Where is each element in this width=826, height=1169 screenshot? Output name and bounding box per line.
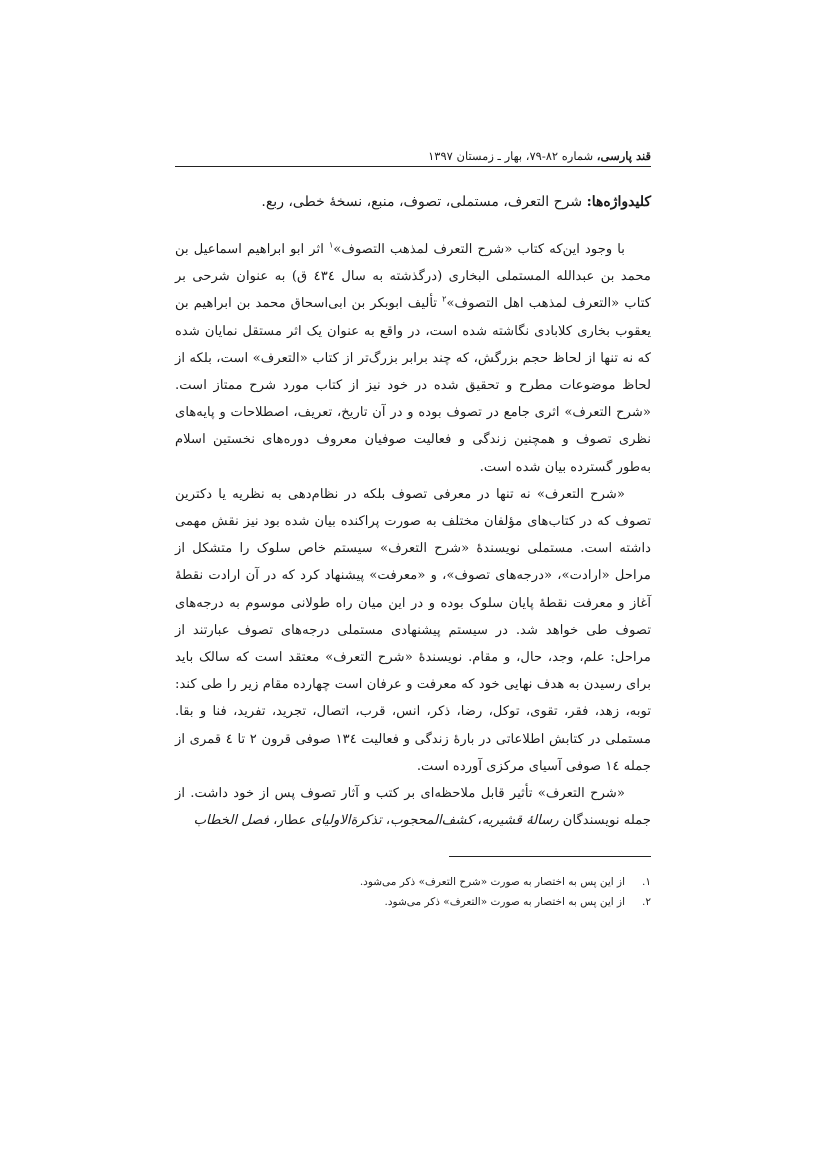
footnote-ref-1: ۱ bbox=[328, 240, 334, 250]
issue-info: شماره ۸۲-۷۹، بهار ـ زمستان ۱۳۹۷ bbox=[428, 149, 597, 163]
header-rule bbox=[175, 166, 651, 167]
footnote-number: ۱. bbox=[642, 876, 651, 888]
book-title-qushayriyya: رسالهٔ قشیریه bbox=[481, 813, 559, 829]
paragraph-3-mid: عطار، bbox=[268, 813, 311, 829]
footnote-rule bbox=[449, 856, 651, 857]
footnote-text: از این پس به اختصار به صورت «التعرف» ذکر می‌شود. bbox=[384, 896, 625, 908]
running-head bbox=[175, 149, 651, 163]
article-body bbox=[175, 236, 651, 834]
book-title-tadhkira: تذکرةالاولیای bbox=[310, 813, 382, 829]
separator: ، bbox=[381, 813, 391, 829]
footnote-2 bbox=[175, 892, 651, 912]
footnote-1 bbox=[175, 872, 651, 892]
paragraph-1-part-c: تألیف ابوبکر بن ابی‌اسحاق محمد بن ابراهیم بن یعقوب بخاری کلابادی نگاشته شده است، در واقع به عنوان یک اثر مستقل نمایان شده که نه تنها از لحاظ حجم بزرگش، که چند برابر بزرگ‌تر از کتاب «التعرف» است، بلکه از لحاظ موضوعات مطرح و تحقیق شده در خود نیز از کتاب مورد شرح ممتاز است. «شرح التعرف» اثری جامع در تصوف بوده و در آن تاریخ، تعریف، اصطلاحات و پایه‌های نظری تصوف و همچنین زندگی و فعالیت صوفیان معروف دوره‌های نخستین اسلام به‌طور گسترده بیان شده است. bbox=[175, 296, 651, 475]
keywords-line bbox=[175, 192, 651, 212]
paragraph-3-part-a: «شرح التعرف» تأثیر قابل ملاحظه‌ای بر کتب و آثار تصوف پس از خود داشت. از جمله نویسندگان bbox=[175, 786, 651, 829]
paragraph-1-part-b: اثر ابو ابراهیم اسماعیل بن محمد بن عبدالله المستملی البخاری (درگذشته به سال ٤٣٤ ق) به عنوان شرحی بر کتاب «التعرف لمذهب اهل التصوف» bbox=[175, 242, 651, 312]
footnote-number: ۲. bbox=[642, 896, 651, 908]
paragraph-1 bbox=[175, 236, 651, 481]
separator: ، bbox=[473, 813, 482, 829]
footnote-ref-2: ۲ bbox=[442, 295, 447, 305]
keywords-label: کلیدواژه‌ها: bbox=[586, 194, 651, 210]
footnotes bbox=[175, 872, 651, 912]
book-title-kashf: کشف‌المحجوب bbox=[390, 813, 474, 829]
book-title-fasl: فصل الخطاب bbox=[193, 813, 269, 829]
keywords-text: شرح التعرف، مستملی، تصوف، منبع، نسخهٔ خطی، ربع. bbox=[261, 194, 587, 210]
paragraph-1-part-a: با وجود این‌که کتاب «شرح التعرف لمذهب التصوف» bbox=[333, 242, 625, 257]
paragraph-2: «شرح التعرف» نه تنها در معرفی تصوف بلکه در نظام‌دهی به نظریه یا دکترین تصوف که در کتاب‌های مؤلفان مختلف به صورت پراکنده بیان شده بود نیز نقش مهمی داشته است. مستملی نویسندهٔ «شرح التعرف» سیستم خاص سلوک را متشکل از مراحل «ارادت»، «درجه‌های تصوف»، و «معرفت» پیشنهاد کرد که در آن ارادت نقطهٔ آغاز و معرفت نقطهٔ پایان سلوک بوده و در این میان راه طولانی موسوم به درجه‌های تصوف طی خواهد شد. در سیستم پیشنهادی مستملی درجه‌های تصوف عبارتند از مراحل: علم، وجد، حال، و مقام. نویسندهٔ «شرح التعرف» معتقد است که سالک باید برای رسیدن به هدف نهایی خود که معرفت و عرفان است چهارده مقام زیر را طی کند: توبه، زهد، فقر، تقوی، توکل، رضا، ذکر، انس، قرب، اتصال، تجرید، تفرید، فنا و بقا. مستملی در کتابش اطلاعاتی در بارهٔ زندگی و فعالیت ١٣٤ صوفی قرون ٢ تا ٤ قمری از جمله ١٤ صوفی آسیای مرکزی آورده است. bbox=[175, 486, 652, 774]
journal-name: قند پارسی، bbox=[596, 149, 651, 163]
footnote-text: از این پس به اختصار به صورت «شرح التعرف» ذکر می‌شود. bbox=[359, 876, 625, 888]
paragraph-3 bbox=[175, 780, 651, 834]
